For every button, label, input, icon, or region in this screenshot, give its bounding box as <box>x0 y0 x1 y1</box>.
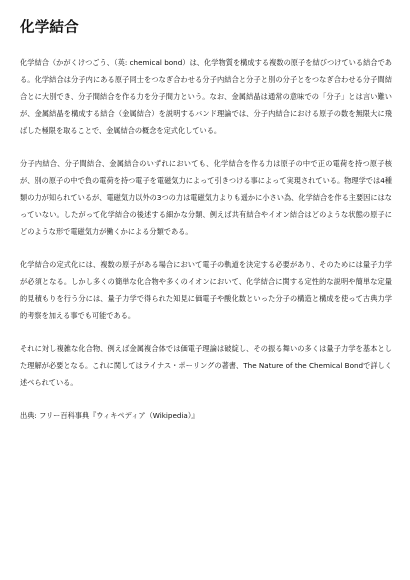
paragraph-1: 化学結合（かがくけつごう、（英: chemical bond）は、化学物質を構成する複数の原子を結びつけている結合である。化学結合は分子内にある原子同士をつなぎ合わせる分子内結合と分子と別の分子とをつなぎ合わせる分子間結合とに大別でき、分子間結合を作る力を分子間力という。なお、金属結晶は通常の意味での「分子」とは言い難いが、金属結晶を構成する結合（金属結合）を説明するバンド理論では、分子内結合における原子の数を無限大に飛ばした極限を取ることで、金属結合の概念を定式化している。 <box>20 58 392 135</box>
paragraph-3: 化学結合の定式化には、複数の原子がある場合において電子の軌道を決定する必要があり、そのためには量子力学が必須となる。しかし多くの簡単な化合物や多くのイオンにおいて、化学結合に関する定性的な説明や簡単な定量的見積もりを行う分には、量子力学で得られた知見に価電子や酸化数といった分子の構造と構成を使って古典力学的考察を加える事でも可能である。 <box>20 260 392 320</box>
paragraph-4: それに対し複雑な化合物、例えば金属複合体では価電子理論は破綻し、その振る舞いの多くは量子力学を基本とした理解が必要となる。これに関してはライナス・ポーリングの著書、The Nature of the Chemical Bondで詳しく述べられている。 <box>20 344 392 387</box>
paragraph-2: 分子内結合、分子間結合、金属結合のいずれにおいても、化学結合を作る力は原子の中で正の電荷を持つ原子核が、別の原子の中で負の電荷を持つ電子を電磁気力によって引きつける事によって実現されている。物理学では4種類の力が知られているが、電磁気力以外の3つの力は電磁気力よりも遥かに小さい為、化学結合を作る主要因にはなっていない。したがって化学結合の後述する細かな分類、例えば共有結合やイオン結合はどのような状態の原子にどのような形で電磁気力が働くかによる分類である。 <box>20 159 392 236</box>
source-citation: 出典: フリー百科事典『ウィキペディア（Wikipedia）』 <box>20 411 199 420</box>
page-title: 化学結合 <box>20 20 79 36</box>
document-page <box>20 18 392 424</box>
